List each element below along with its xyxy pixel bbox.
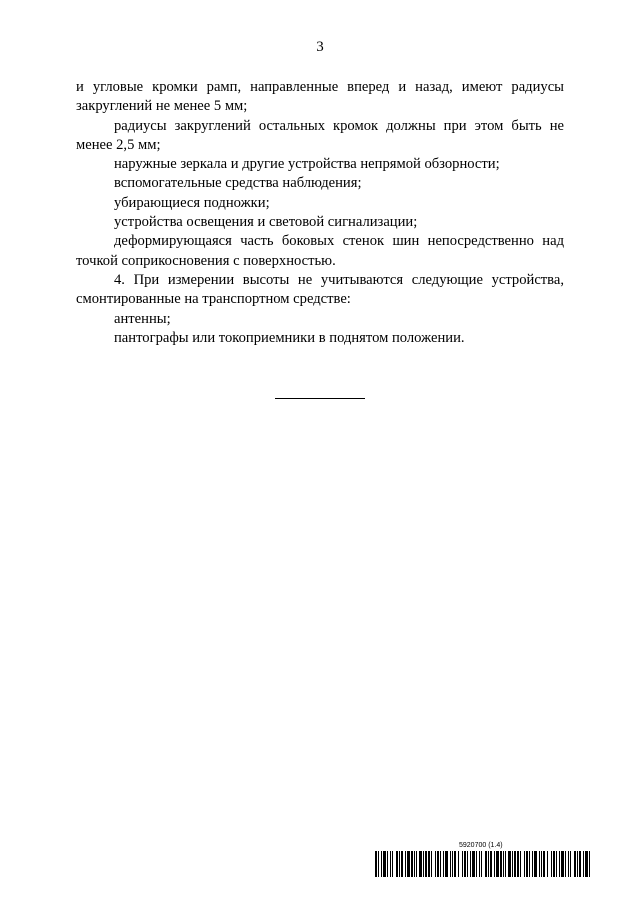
list-item-retractable-steps: убирающиеся подножки; (114, 194, 270, 211)
page-number: 3 (316, 39, 324, 55)
list-item-lighting-devices: устройства освещения и световой сигнализации; (114, 214, 418, 231)
list-item-tyre-sidewalls: деформирующаяся часть боковых стенок шин непосредственно над точкой соприкосновения с поверхностью. (76, 233, 564, 269)
list-item-mirrors: наружные зеркала и другие устройства непрямой обзорности; (114, 156, 500, 173)
paragraph-height-measurement: 4. При измерении высоты не учитываются следующие устройства, смонтированные на транспортном средстве: (76, 271, 564, 308)
paragraph-ramp-edges: и угловые кромки рамп, направленные вперед и назад, имеют радиусы закруглений не менее 5 мм; (76, 79, 564, 115)
document-code: 5920700 (1.4) (459, 842, 503, 849)
paragraph-other-edges-radii: радиусы закруглений остальных кромок должны при этом быть не менее 2,5 мм; (76, 117, 564, 153)
barcode (375, 851, 590, 877)
document-barcode-block (375, 842, 590, 878)
document-body (76, 78, 564, 348)
list-item-observation-aids: вспомогательные средства наблюдения; (114, 175, 362, 192)
list-item-pantographs: пантографы или токоприемники в поднятом положении. (114, 329, 465, 346)
list-item-antennas: антенны; (114, 310, 171, 327)
closing-rule (275, 398, 365, 399)
